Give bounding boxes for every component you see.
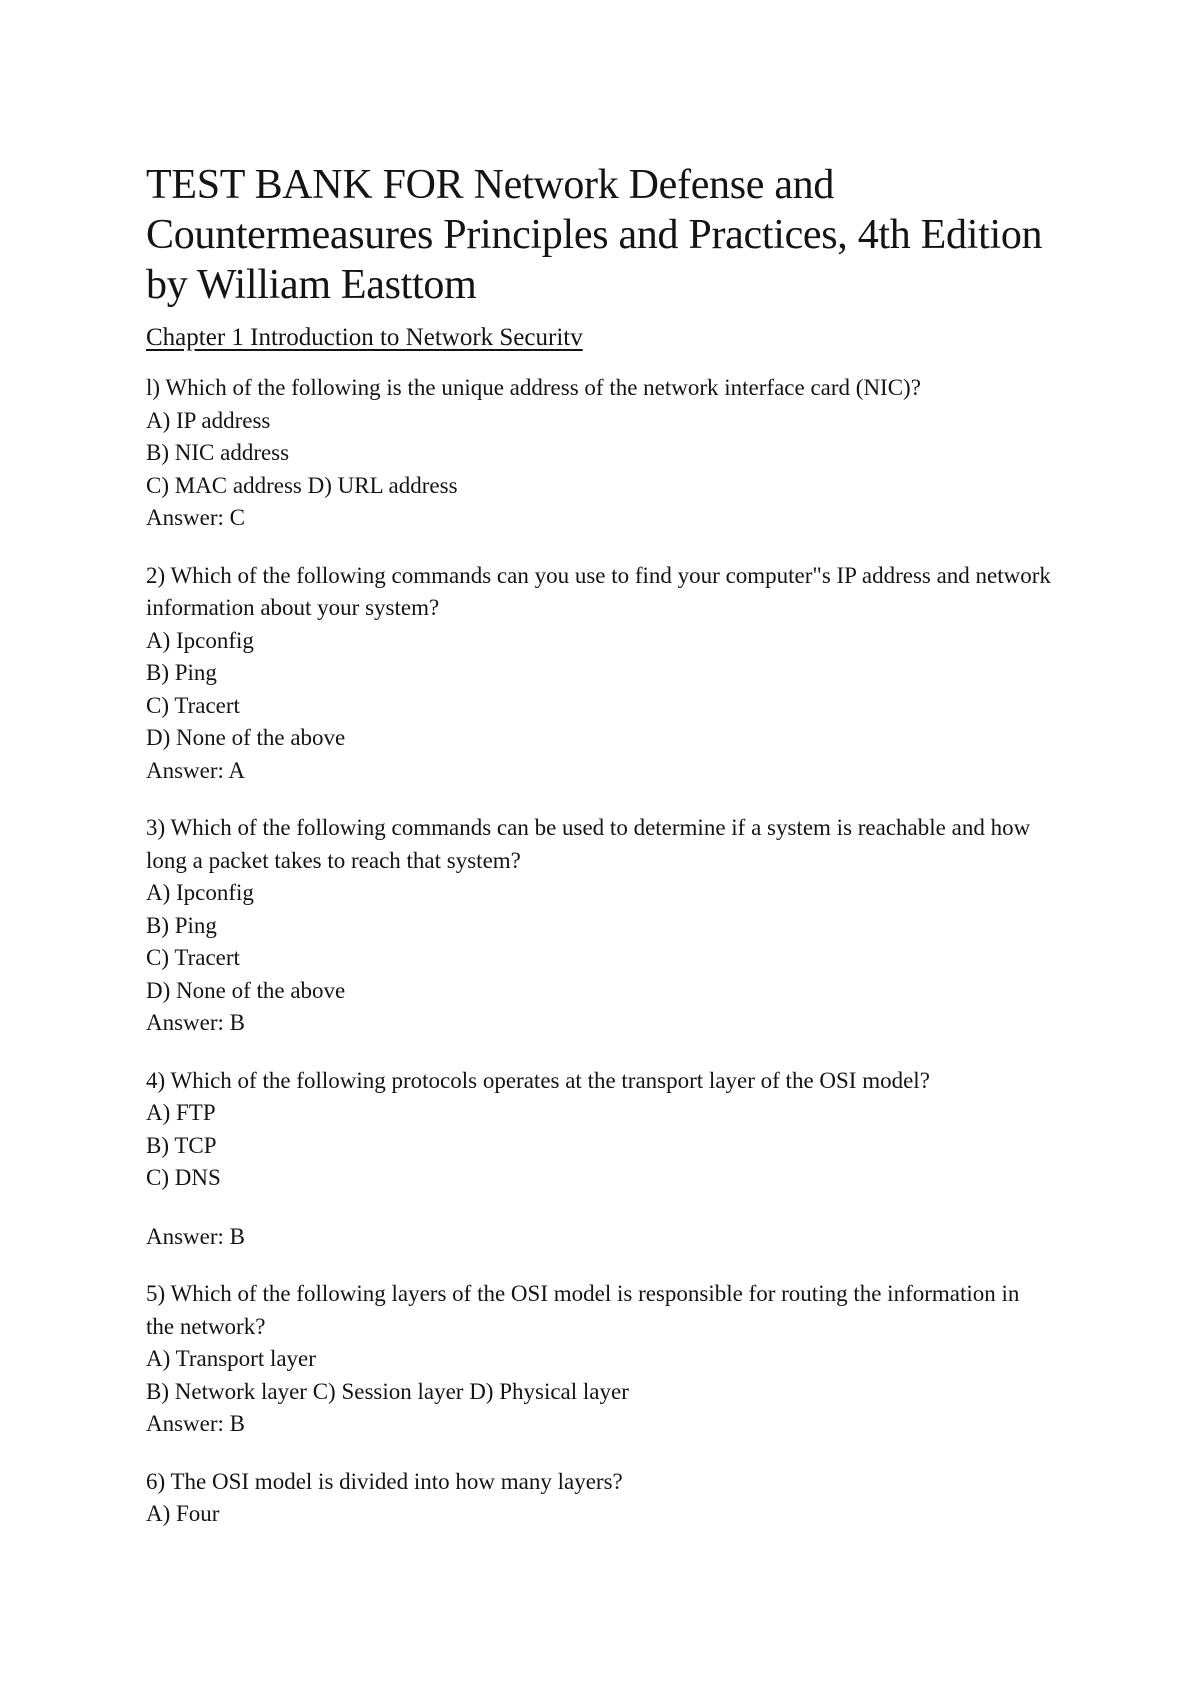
option-line: C) MAC address D) URL address — [146, 472, 458, 498]
answer-line: Answer: B — [146, 1223, 246, 1249]
question-text: l) Which of the following is the unique address of the network interface card (NIC)? — [146, 375, 921, 400]
question-text: long a packet takes to reach that system? — [146, 847, 521, 873]
question-text: 6) The OSI model is divided into how many layers? — [146, 1468, 623, 1494]
blank-line — [146, 1195, 1086, 1221]
option-line: C) Tracert — [146, 945, 240, 970]
document-page — [146, 160, 1086, 1556]
option-line: A) Ipconfig — [146, 880, 254, 905]
option-line: C) DNS — [146, 1165, 221, 1190]
question-text: information about your system? — [146, 595, 440, 620]
option-line: B) NIC address — [146, 440, 290, 465]
question-text: 2) Which of the following commands can you use to find your computer"s IP address and network — [146, 562, 1051, 588]
chapter-heading: Chapter 1 Introduction to Network Securitv — [146, 324, 583, 351]
option-line: A) Transport layer — [146, 1346, 316, 1371]
question-text: 3) Which of the following commands can be used to determine if a system is reachable and how — [146, 815, 1031, 840]
answer-line: Answer: B — [146, 1010, 246, 1035]
question-block — [146, 1065, 1086, 1254]
option-line: A) FTP — [146, 1100, 216, 1125]
title-line: TEST BANK FOR Network Defense and — [146, 162, 835, 208]
option-line: B) TCP — [146, 1132, 217, 1158]
question-list — [146, 372, 1086, 1531]
option-line: A) Four — [146, 1501, 220, 1526]
option-line: B) Ping — [146, 912, 217, 938]
question-text: 4) Which of the following protocols operates at the transport layer of the OSI model? — [146, 1067, 930, 1093]
question-block — [146, 812, 1086, 1040]
question-block — [146, 1278, 1086, 1441]
question-block — [146, 1466, 1086, 1531]
title-line: by William Easttom — [146, 262, 477, 308]
option-line: C) Tracert — [146, 692, 240, 718]
document-title — [146, 160, 1086, 310]
option-line: D) None of the above — [146, 977, 346, 1003]
question-text: the network? — [146, 1313, 266, 1339]
option-line: D) None of the above — [146, 725, 346, 750]
title-line: Countermeasures Principles and Practices, 4th Edition — [146, 212, 1043, 258]
question-block — [146, 372, 1086, 535]
answer-line: Answer: B — [146, 1411, 246, 1436]
option-line: A) IP address — [146, 407, 271, 433]
option-line: B) Network layer C) Session layer D) Physical layer — [146, 1378, 629, 1404]
question-text: 5) Which of the following layers of the OSI model is responsible for routing the information in — [146, 1281, 1020, 1306]
answer-line: Answer: C — [146, 505, 246, 530]
option-line: A) Ipconfig — [146, 627, 254, 653]
question-block — [146, 560, 1086, 788]
answer-line: Answer: A — [146, 757, 246, 783]
option-line: B) Ping — [146, 660, 217, 685]
